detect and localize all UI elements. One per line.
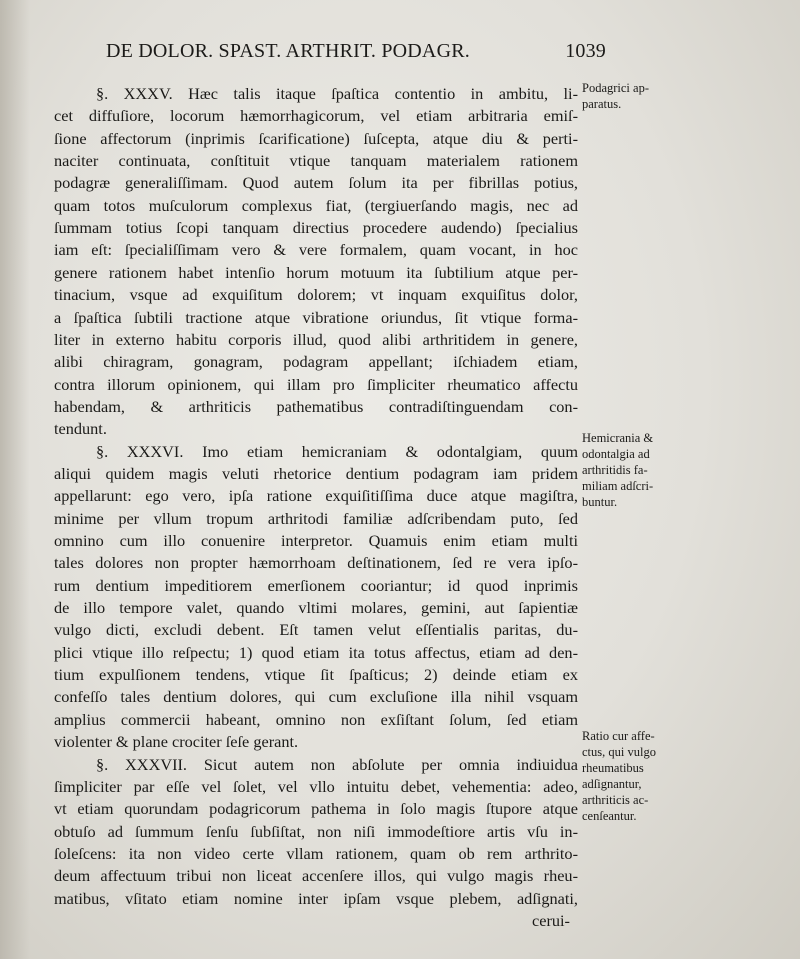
margin-note-line: adſignantur, <box>582 777 642 791</box>
text-line: rum dentium impeditiorem emerſionem cooriantur; id quod inprimis <box>54 575 578 595</box>
text-line: cerui- <box>532 910 570 930</box>
text-line: ſione affectorum (inprimis ſcarificatione) ſuſcepta, atque diu & perti- <box>54 128 578 148</box>
text-line: genere rationem habet intenſio horum motuum ita ſubtilium atque per- <box>54 262 578 282</box>
text-line: tales dolores non propter hæmorrhoam deſtinationem, ſed re vera ipſo- <box>54 553 578 573</box>
text-line: omnino cum illo conuenire interpretor. Quamuis enim etiam multi <box>54 531 578 550</box>
margin-note-line: arthritidis fa- <box>582 463 648 477</box>
text-line: §. XXXVII. Sicut autem non abſolute per omnia indiuidua <box>96 754 578 774</box>
margin-note-line: Ratio cur affe- <box>582 729 655 743</box>
text-line: matibus, vſitato etiam nomine inter ipſam vsque plebem, adſignati, <box>54 888 578 908</box>
text-line: plici vtique illo reſpectu; 1) quod etiam ita totus affectus, etiam ad den- <box>54 642 578 662</box>
gutter-shadow <box>0 0 30 959</box>
text-line: appellarunt: ego vero, ipſa ratione exquiſitiſſima duce atque magiſtra, <box>54 486 578 506</box>
margin-note-line: cenſeantur. <box>582 809 637 823</box>
margin-note-line: odontalgia ad <box>582 447 650 461</box>
text-line: habendam, & arthriticis pathematibus contradiſtinguendam con- <box>54 396 578 416</box>
text-line: vt etiam quorundam podagricorum pathema in ſolo magis ſtupore atque <box>54 799 578 819</box>
margin-note <box>582 728 692 824</box>
text-line: a ſpaſtica ſubtili tractione atque vibratione oriundus, ſit vtique forma- <box>54 307 578 327</box>
page-number: 1039 <box>565 40 606 62</box>
text-line: obtuſo ad ſummum ſenſu ſubſiſtat, non niſi immodeſtiore artis vſu in- <box>54 821 578 841</box>
text-line: tium expulſionem tendens, vtique ſit ſpaſticus; 2) deinde etiam ex <box>54 665 578 685</box>
margin-note-line: ctus, qui vulgo <box>582 745 656 759</box>
margin-note <box>582 80 692 112</box>
text-line: naciter continuata, conſtituit vtique tanquam materialem rationem <box>54 151 578 171</box>
margin-note-line: rheumatibus <box>582 761 644 775</box>
text-line: cet diffuſiore, locorum hæmorrhagicorum, vel etiam arbitraria emiſ- <box>54 106 578 126</box>
text-line: §. XXXV. Hæc talis itaque ſpaſtica contentio in ambitu, li- <box>96 84 578 103</box>
running-header <box>106 40 606 70</box>
text-line: ſummam totius ſcopi tanquam directius procedere audendo) ſpecialius <box>54 218 578 238</box>
text-line: violenter & plane crociter ſeſe gerant. <box>54 732 299 752</box>
text-line: ſimpliciter par eſſe vel ſolet, vel vllo intuitu debet, vehementia: adeo, <box>54 776 578 796</box>
text-line: tendunt. <box>54 419 107 439</box>
margin-note-line: paratus. <box>582 97 622 111</box>
text-line: minime per vllum tropum arthritodi familiæ adſcribendam puto, ſed <box>54 508 578 528</box>
text-line: confeſſo tales dentium dolores, qui cum excluſione illa nihil vsquam <box>54 687 578 707</box>
margin-note-line: arthriticis ac- <box>582 793 649 807</box>
text-line: ſoleſcens: ita non video certe vllam rationem, quam ob rem arthrito- <box>54 843 578 863</box>
header-title: DE DOLOR. SPAST. ARTHRIT. PODAGR. <box>106 40 470 62</box>
text-line: contra illorum opinionem, qui illam pro ſimpliciter rheumatico affectu <box>54 374 578 394</box>
text-line: iam eſt: ſpecialiſſimam vero & vere formalem, quam vocant, in hoc <box>54 240 578 260</box>
text-line: alibi chiragram, gonagram, podagram appellant; iſchiadem etiam, <box>54 352 578 372</box>
text-line: §. XXXVI. Imo etiam hemicraniam & odontalgiam, quum <box>96 441 578 461</box>
text-line: deum affectuum tribui non liceat accenſere illos, qui vulgo magis rheu- <box>54 866 578 886</box>
margin-note <box>582 430 692 510</box>
text-line: podagræ generaliſſimam. Quod autem ſolum ita per fibrillas potius, <box>54 173 578 193</box>
margin-note-line: Podagrici ap- <box>582 81 649 95</box>
margin-note-line: miliam adſcri- <box>582 479 654 493</box>
text-line: liter in externo habitu corporis illud, quod alibi arthritidem in genere, <box>54 329 578 349</box>
text-line: vulgo dicti, excludi debent. Eſt tamen velut eſſentialis paritas, du- <box>54 620 578 640</box>
text-line: tinacium, vsque ad exquiſitum dolorem; vt inquam exquiſitus dolor, <box>54 285 578 305</box>
margin-note-line: buntur. <box>582 495 618 509</box>
text-line: aliqui quidem magis veluti rhetorice dentium podagram iam pridem <box>54 463 578 483</box>
text-line: quam totos muſculorum complexus fiat, (tergiuerſando magis, nec ad <box>54 195 578 215</box>
text-line: amplius commercii habeant, omnino non exſiſtant ſolum, ſed etiam <box>54 709 578 729</box>
text-line: de illo tempore valet, quando vltimi molares, gemini, aut ſapientiæ <box>54 598 578 618</box>
margin-note-line: Hemicrania & <box>582 431 654 445</box>
